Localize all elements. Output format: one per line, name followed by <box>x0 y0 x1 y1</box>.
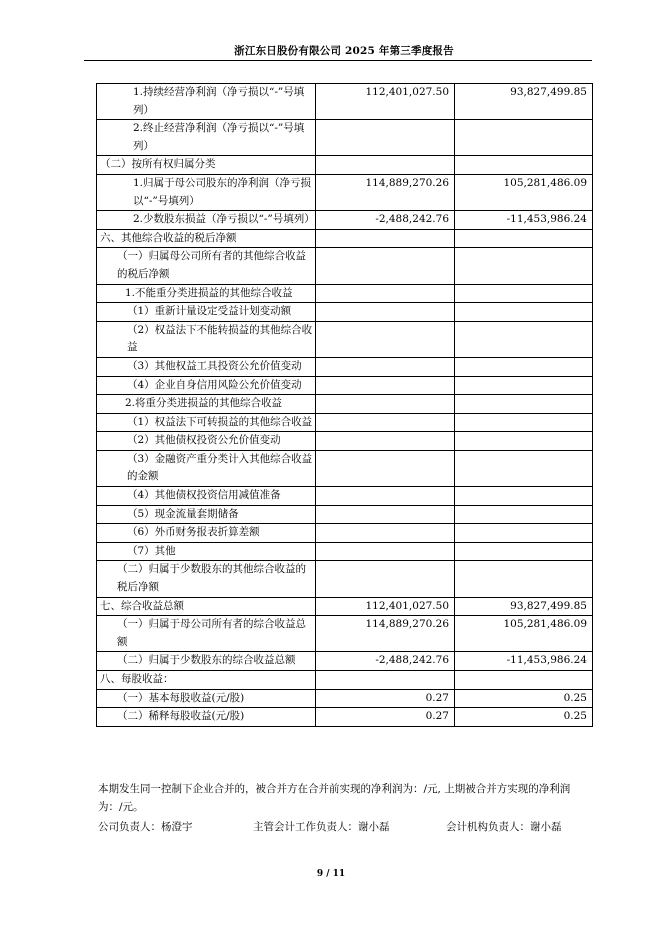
prior-period-value: 0.25 <box>455 708 593 727</box>
current-period-value <box>316 376 455 395</box>
row-label: （二）按所有权归属分类 <box>97 156 316 175</box>
row-label: 2.少数股东损益（净亏损以“-”号填列） <box>97 211 316 230</box>
current-period-value <box>316 156 455 175</box>
row-label: （二）归属于少数股东的其他综合收益的税后净额 <box>97 561 316 597</box>
row-label: 八、每股收益： <box>97 671 316 690</box>
header-divider <box>84 60 592 61</box>
current-period-value <box>316 357 455 376</box>
row-label: 1.不能重分类进损益的其他综合收益 <box>97 284 316 303</box>
current-period-value: -2,488,242.76 <box>316 652 455 671</box>
prior-period-value <box>455 229 593 248</box>
prior-period-value: 0.25 <box>455 689 593 708</box>
row-label: （1）权益法下可转损益的其他综合收益 <box>97 413 316 432</box>
table-row <box>97 156 593 175</box>
current-period-value <box>316 303 455 322</box>
prior-period-value <box>455 303 593 322</box>
table-row <box>97 708 593 727</box>
prior-period-value <box>455 413 593 432</box>
table-row <box>97 395 593 414</box>
table-row <box>97 542 593 561</box>
table-row <box>97 357 593 376</box>
prior-period-value: -11,453,986.24 <box>455 652 593 671</box>
current-period-value <box>316 561 455 597</box>
prior-period-value <box>455 357 593 376</box>
prior-period-value <box>455 376 593 395</box>
current-period-value <box>316 487 455 506</box>
prior-period-value <box>455 505 593 524</box>
merger-note: 本期发生同一控制下企业合并的，被合并方在合并前实现的净利润为：/元, 上期被合并方实现的净利润为：/元。 <box>98 783 571 813</box>
row-label: （二）归属于少数股东的综合收益总额 <box>97 652 316 671</box>
row-label: 七、综合收益总额 <box>97 597 316 616</box>
row-label: （2）其他债权投资公允价值变动 <box>97 432 316 451</box>
current-period-value <box>316 413 455 432</box>
row-label: 六、其他综合收益的税后净额 <box>97 229 316 248</box>
prior-period-value <box>455 284 593 303</box>
table-row <box>97 303 593 322</box>
table-row <box>97 671 593 690</box>
prior-period-value <box>455 248 593 284</box>
table-row <box>97 432 593 451</box>
table-row <box>97 321 593 357</box>
row-label: 1.归属于母公司股东的净利润（净亏损以“-”号填列） <box>97 174 316 210</box>
current-period-value <box>316 671 455 690</box>
prior-period-value <box>455 156 593 175</box>
row-label: （4）其他债权投资信用减值准备 <box>97 487 316 506</box>
prior-period-value <box>455 524 593 543</box>
report-header: 浙江东日股份有限公司 2025 年第三季度报告 <box>234 45 454 57</box>
table-row <box>97 505 593 524</box>
row-label: （6）外币财务报表折算差额 <box>97 524 316 543</box>
table-row <box>97 174 593 210</box>
current-period-value: 112,401,027.50 <box>316 84 455 120</box>
table-row <box>97 689 593 708</box>
signature-accounting-agency-head: 会计机构负责人：谢小磊 <box>446 821 562 833</box>
prior-period-value: 105,281,486.09 <box>455 616 593 652</box>
table-row <box>97 211 593 230</box>
row-label: （5）现金流量套期储备 <box>97 505 316 524</box>
current-period-value: 0.27 <box>316 708 455 727</box>
current-period-value <box>316 395 455 414</box>
row-label: （7）其他 <box>97 542 316 561</box>
row-label: （3）金融资产重分类计入其他综合收益的金额 <box>97 450 316 486</box>
prior-period-value <box>455 120 593 156</box>
prior-period-value: 93,827,499.85 <box>455 84 593 120</box>
signature-company-head: 公司负责人：杨澄宇 <box>98 821 193 833</box>
prior-period-value <box>455 321 593 357</box>
current-period-value <box>316 120 455 156</box>
table-row <box>97 376 593 395</box>
table-row <box>97 524 593 543</box>
current-period-value: 0.27 <box>316 689 455 708</box>
table-row <box>97 229 593 248</box>
row-label: （一）基本每股收益(元/股) <box>97 689 316 708</box>
table-row <box>97 597 593 616</box>
table-row <box>97 487 593 506</box>
table-row <box>97 413 593 432</box>
current-period-value <box>316 542 455 561</box>
prior-period-value <box>455 487 593 506</box>
table-row <box>97 248 593 284</box>
row-label: （4）企业自身信用风险公允价值变动 <box>97 376 316 395</box>
table-row <box>97 284 593 303</box>
current-period-value: -2,488,242.76 <box>316 211 455 230</box>
table-row <box>97 120 593 156</box>
table-row <box>97 652 593 671</box>
prior-period-value: -11,453,986.24 <box>455 211 593 230</box>
row-label: （2）权益法下不能转损益的其他综合收益 <box>97 321 316 357</box>
current-period-value: 114,889,270.26 <box>316 616 455 652</box>
prior-period-value <box>455 432 593 451</box>
income-statement-table <box>96 83 593 727</box>
prior-period-value <box>455 561 593 597</box>
row-label: （3）其他权益工具投资公允价值变动 <box>97 357 316 376</box>
signature-accounting-head: 主管会计工作负责人：谢小磊 <box>253 821 390 833</box>
row-label: 1.持续经营净利润（净亏损以“-”号填列） <box>97 84 316 120</box>
current-period-value <box>316 321 455 357</box>
row-label: （一）归属于母公司所有者的综合收益总额 <box>97 616 316 652</box>
table-row <box>97 616 593 652</box>
row-label: （1）重新计量设定受益计划变动额 <box>97 303 316 322</box>
current-period-value <box>316 505 455 524</box>
current-period-value <box>316 248 455 284</box>
current-period-value: 114,889,270.26 <box>316 174 455 210</box>
row-label: （一）归属母公司所有者的其他综合收益的税后净额 <box>97 248 316 284</box>
current-period-value <box>316 450 455 486</box>
table-row <box>97 84 593 120</box>
page-number: 9 / 11 <box>316 869 346 879</box>
prior-period-value <box>455 450 593 486</box>
row-label: 2.将重分类进损益的其他综合收益 <box>97 395 316 414</box>
row-label: （二）稀释每股收益(元/股) <box>97 708 316 727</box>
table-row <box>97 561 593 597</box>
current-period-value: 112,401,027.50 <box>316 597 455 616</box>
current-period-value <box>316 284 455 303</box>
prior-period-value <box>455 542 593 561</box>
prior-period-value: 105,281,486.09 <box>455 174 593 210</box>
prior-period-value <box>455 395 593 414</box>
prior-period-value <box>455 671 593 690</box>
table-row <box>97 450 593 486</box>
current-period-value <box>316 432 455 451</box>
row-label: 2.终止经营净利润（净亏损以“-”号填列） <box>97 120 316 156</box>
current-period-value <box>316 229 455 248</box>
current-period-value <box>316 524 455 543</box>
prior-period-value: 93,827,499.85 <box>455 597 593 616</box>
